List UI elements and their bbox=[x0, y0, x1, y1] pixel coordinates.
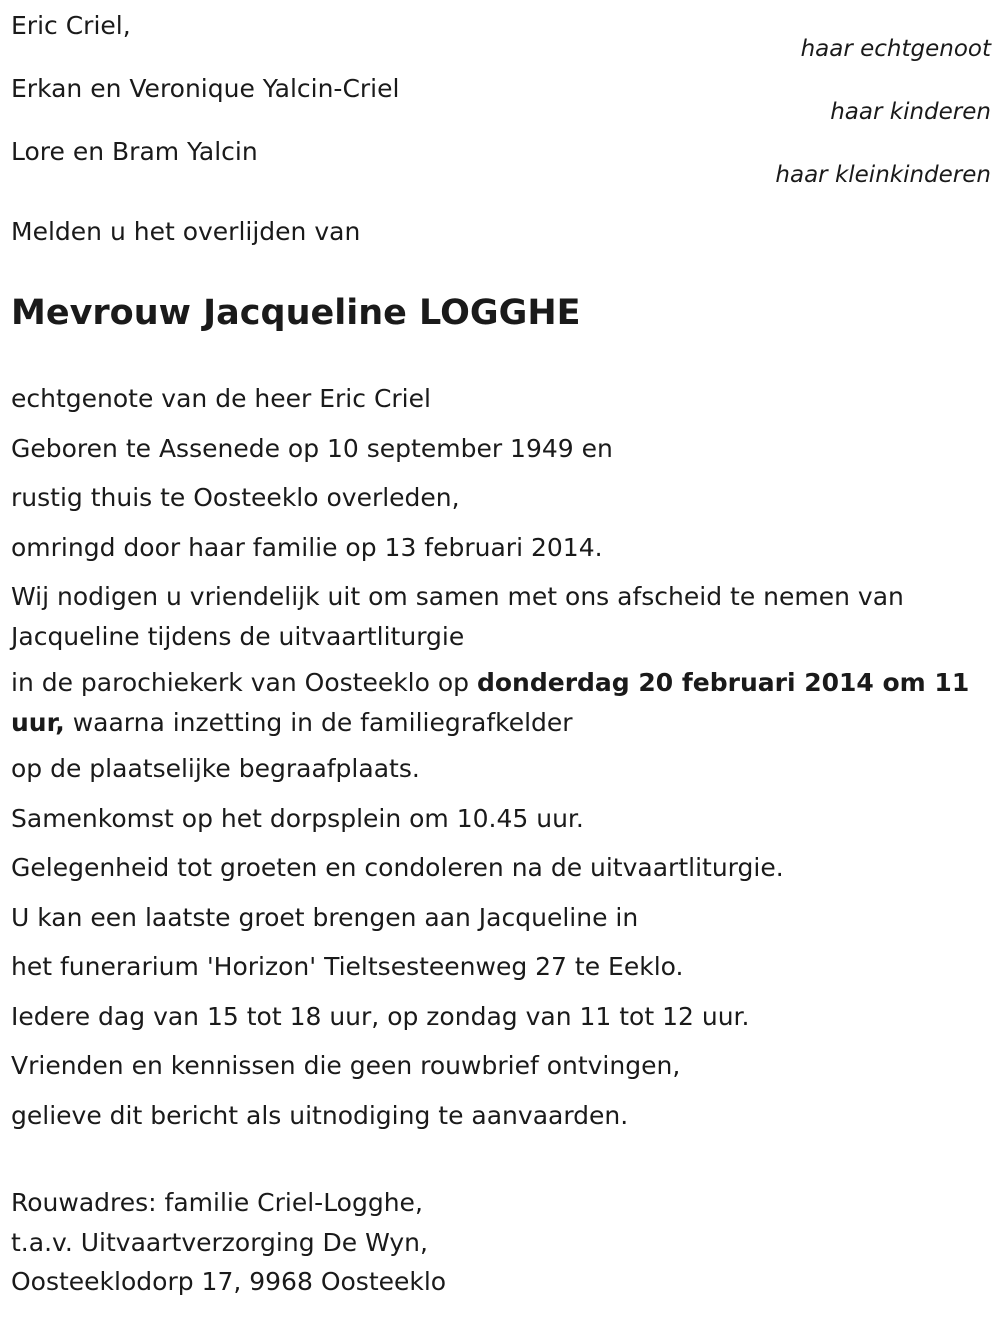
obituary-body bbox=[11, 382, 986, 1148]
cemetery-line: op de plaatselijke begraafplaats. bbox=[11, 754, 420, 783]
address-line: t.a.v. Uitvaartverzorging De Wyn, bbox=[11, 1227, 428, 1257]
family-entry bbox=[11, 0, 991, 63]
church-text: in de parochiekerk van Oosteeklo op bbox=[11, 668, 477, 697]
visiting-hours-line: Iedere dag van 15 tot 18 uur, op zondag van 11 tot 12 uur. bbox=[11, 1001, 750, 1031]
meeting-line: Samenkomst op het dorpsplein om 10.45 uur. bbox=[11, 803, 584, 833]
accept-line: gelieve dit bericht als uitnodiging te aanvaarden. bbox=[11, 1100, 629, 1130]
friends-line: Vrienden en kennissen die geen rouwbrief ontvingen, bbox=[11, 1051, 681, 1080]
condolence-line: Gelegenheid tot groeten en condoleren na de uitvaartliturgie. bbox=[11, 853, 784, 882]
family-role: haar kleinkinderen bbox=[775, 162, 991, 188]
family-name: Lore en Bram Yalcin bbox=[11, 137, 258, 166]
family-list bbox=[11, 0, 991, 189]
family-role: haar kinderen bbox=[830, 99, 991, 125]
family-name: Erkan en Veronique Yalcin-Criel bbox=[11, 74, 400, 103]
death-line: rustig thuis te Oosteeklo overleden, bbox=[11, 483, 460, 512]
surrounded-line: omringd door haar familie op 13 februari 2014. bbox=[11, 532, 603, 562]
burial-text: waarna inzetting in de familiegrafkelder bbox=[64, 708, 573, 737]
address-line: Oosteeklodorp 17, 9968 Oosteeklo bbox=[11, 1267, 447, 1296]
family-entry bbox=[11, 63, 991, 126]
family-entry bbox=[11, 126, 991, 189]
birth-line: Geboren te Assenede op 10 september 1949 en bbox=[11, 433, 613, 463]
spouse-line: echtgenote van de heer Eric Criel bbox=[11, 384, 431, 413]
family-role: haar echtgenoot bbox=[800, 36, 991, 62]
address-line: Rouwadres: familie Criel-Logghe, bbox=[11, 1188, 423, 1217]
farewell-line: U kan een laatste groet brengen aan Jacqueline in bbox=[11, 902, 639, 932]
announcement-intro: Melden u het overlijden van bbox=[11, 217, 361, 246]
ceremony-date: donderdag 20 februari 2014 om 11 uur, bbox=[11, 668, 970, 737]
funeral-home-line: het funerarium 'Horizon' Tieltsesteenweg 27 te Eeklo. bbox=[11, 952, 684, 981]
deceased-name: Mevrouw Jacqueline LOGGHE bbox=[11, 293, 581, 333]
invitation-line: Wij nodigen u vriendelijk uit om samen met ons afscheid te nemen van Jacqueline tijdens de uitvaartliturgie bbox=[11, 582, 904, 651]
church-line bbox=[11, 663, 986, 743]
mourning-address bbox=[11, 1183, 446, 1302]
family-name: Eric Criel, bbox=[11, 11, 131, 40]
obituary-notice bbox=[11, 0, 991, 1319]
